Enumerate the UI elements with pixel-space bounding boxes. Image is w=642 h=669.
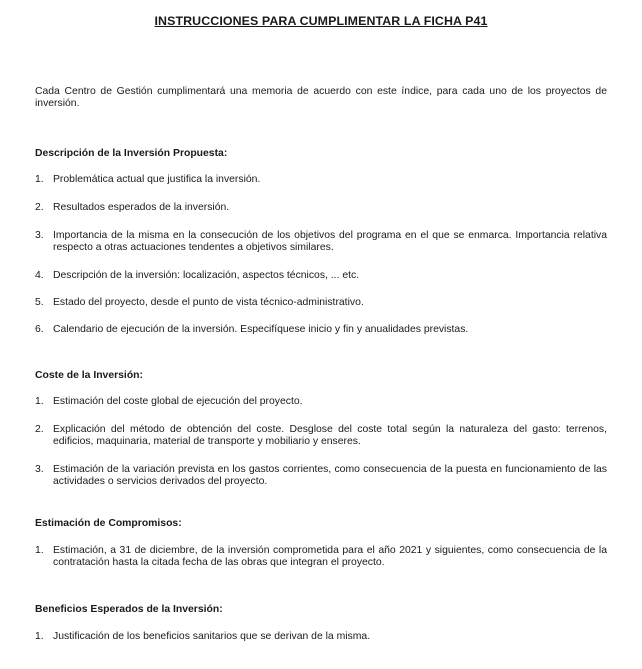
item-text: Estimación, a 31 de diciembre, de la inversión comprometida para el año 2021 y siguientes, como consecuencia de la contratación hasta la citada fecha de las obras que integran el proyecto. (53, 545, 607, 569)
item-text: Estado del proyecto, desde el punto de vista técnico-administrativo. (53, 297, 364, 308)
item-text: Importancia de la misma en la consecución de los objetivos del programa en el que se enmarca. Importancia relativa respecto a otras actuaciones tendentes a objetivos similares. (53, 230, 607, 254)
item-number: 2. (35, 202, 44, 213)
item-number: 3. (35, 230, 44, 241)
item-number: 4. (35, 270, 44, 281)
item-number: 2. (35, 424, 44, 435)
list-item (35, 297, 607, 309)
list-item (35, 230, 607, 254)
item-text: Resultados esperados de la inversión. (53, 202, 230, 213)
section-heading-coste: Coste de la Inversión: (35, 370, 143, 381)
item-number: 1. (35, 174, 44, 185)
list-item (35, 631, 607, 643)
list-item (35, 324, 607, 336)
item-text: Explicación del método de obtención del coste. Desglose del coste total según la naturaleza del gasto: terrenos, edificios, maquinaria, material de transporte y mobiliario y enseres. (53, 424, 607, 448)
item-number: 1. (35, 396, 44, 407)
list-item (35, 464, 607, 488)
item-number: 1. (35, 545, 44, 556)
list-item (35, 545, 607, 569)
item-text: Estimación del coste global de ejecución del proyecto. (53, 396, 303, 407)
item-text: Problemática actual que justifica la inversión. (53, 174, 261, 185)
list-item (35, 270, 607, 282)
section-heading-compromisos: Estimación de Compromisos: (35, 518, 182, 529)
list-item (35, 424, 607, 448)
list-item (35, 202, 607, 214)
section-heading-descripcion: Descripción de la Inversión Propuesta: (35, 148, 228, 159)
item-number: 5. (35, 297, 44, 308)
item-number: 6. (35, 324, 44, 335)
item-text: Calendario de ejecución de la inversión. Especifíquese inicio y fin y anualidades previstas. (53, 324, 469, 335)
item-text: Descripción de la inversión: localización, aspectos técnicos, ... etc. (53, 270, 360, 281)
document-title: INSTRUCCIONES PARA CUMPLIMENTAR LA FICHA P41 (154, 14, 488, 28)
intro-paragraph: Cada Centro de Gestión cumplimentará una memoria de acuerdo con este índice, para cada uno de los proyectos de inversión. (35, 86, 607, 110)
item-number: 1. (35, 631, 44, 642)
item-number: 3. (35, 464, 44, 475)
list-item (35, 174, 607, 186)
section-heading-beneficios: Beneficios Esperados de la Inversión: (35, 604, 223, 615)
list-item (35, 396, 607, 408)
item-text: Estimación de la variación prevista en los gastos corrientes, como consecuencia de la puesta en funcionamiento de las actividades o servicios derivados del proyecto. (53, 464, 607, 488)
item-text: Justificación de los beneficios sanitarios que se derivan de la misma. (53, 631, 371, 642)
